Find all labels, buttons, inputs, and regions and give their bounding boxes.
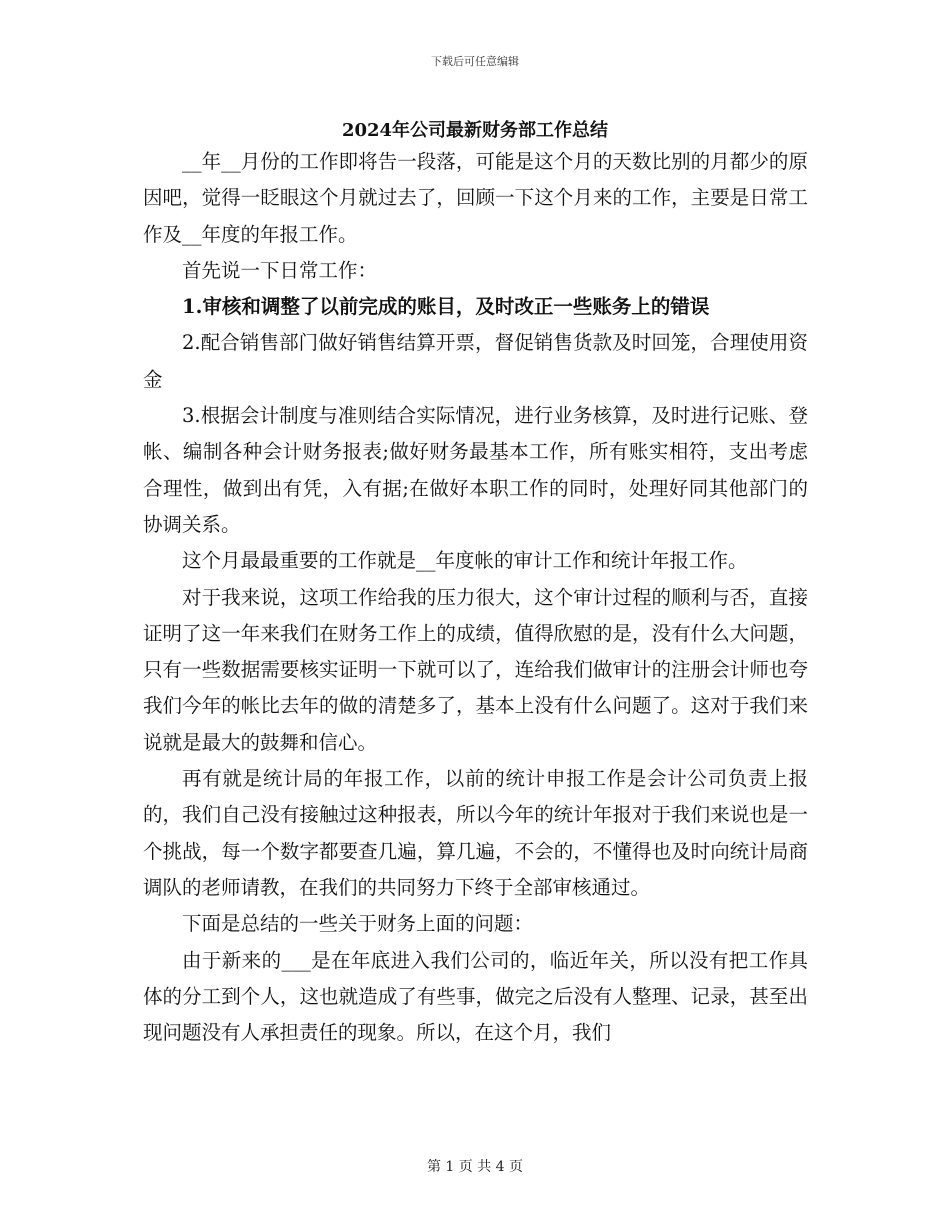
document-title: 2024年公司最新财务部工作总结 <box>341 120 609 141</box>
paragraph-audit-work: 这个月最最重要的工作就是__年度帐的审计工作和统计年报工作。 <box>182 549 748 573</box>
paragraph-problems-heading: 下面是总结的一些关于财务上面的问题： <box>182 912 534 936</box>
paragraph-intro: __年__月份的工作即将告一段落，可能是这个月的天数比别的月都少的原因吧，觉得一眨眼这个月就过去了，回顾一下这个月来的工作，主要是日常工作及__年度的年报工作。 <box>143 150 808 246</box>
paragraph-problems-detail: 由于新来的___是在年底进入我们公司的，临近年关，所以没有把工作具体的分工到个人，这也就造成了有些事，做完之后没有人整理、记录，甚至出现问题没有人承担责任的现象。所以，在这个月，我们 <box>143 948 808 1045</box>
paragraph-statistics-report: 再有就是统计局的年报工作，以前的统计申报工作是会计公司负责上报的，我们自己没有接触过这种报表，所以今年的统计年报对于我们来说也是一个挑战，每一个数字都要查几遍，算几遍，不会的，不懂得也及时向统计局商调队的老师请教，在我们的共同努力下终于全部审核通过。 <box>143 767 808 899</box>
document-body <box>143 144 808 1051</box>
paragraph-audit-detail: 对于我来说，这项工作给我的压力很大，这个审计过程的顺利与否，直接证明了这一年来我们在财务工作上的成绩，值得欣慰的是，没有什么大问题，只有一些数据需要核实证明一下就可以了，连给我们做审计的注册会计师也夸我们今年的帐比去年的做的清楚多了，基本上没有什么问题了。这对于我们来说就是最大的鼓舞和信心。 <box>143 585 808 754</box>
paragraph-item-3: 3.根据会计制度与准则结合实际情况，进行业务核算，及时进行记账、登帐、编制各种会计财务报表;做好财务最基本工作，所有账实相符，支出考虑合理性，做到出有凭，入有据;在做好本职工作的同时，处理好同其他部门的协调关系。 <box>143 404 808 536</box>
page-number: 第 1 页 共 4 页 <box>426 1159 524 1175</box>
header-note: 下载后可任意编辑 <box>431 55 519 68</box>
paragraph-daily-work-heading: 首先说一下日常工作： <box>182 258 378 282</box>
paragraph-item-2: 2.配合销售部门做好销售结算开票，督促销售货款及时回笼，合理使用资金 <box>143 331 808 391</box>
paragraph-item-1: 1.审核和调整了以前完成的账目，及时改正一些账务上的错误 <box>182 295 710 319</box>
